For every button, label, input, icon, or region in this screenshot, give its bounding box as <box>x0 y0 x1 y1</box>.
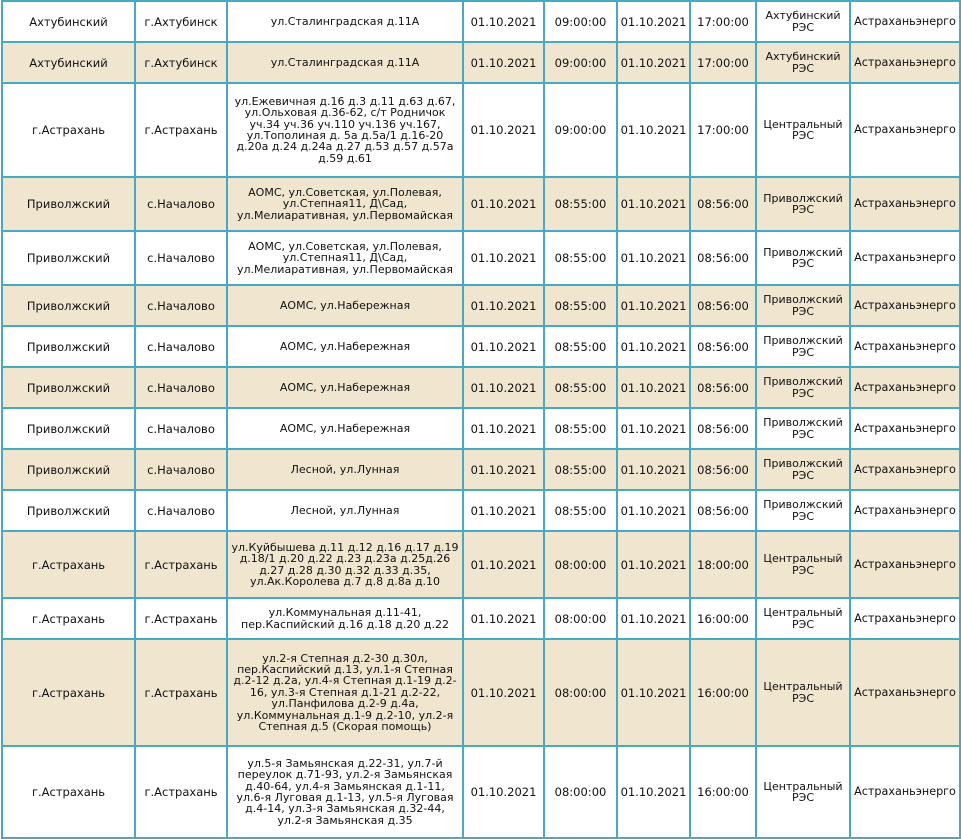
table-body <box>2 1 960 838</box>
locality-cell: г.Астрахань <box>135 83 227 177</box>
start-date-cell: 01.10.2021 <box>463 746 544 838</box>
address-cell: АОМС, ул.Набережная <box>227 326 463 367</box>
end-date-cell: 01.10.2021 <box>617 367 690 408</box>
address-cell: ул.5-я Замьянская д.22-31, ул.7-й переулок д.71-93, ул.2-я Замьянская д.40-64, ул.4-я Замьянская д.1-11, ул.6-я Луговая д.1-13, ул.5-я Луговая д.4-14, ул.3-я Замьянская д.32-44, ул.2-я Замьянская д.35 <box>227 746 463 838</box>
locality-cell: с.Началово <box>135 408 227 449</box>
end-date-cell: 01.10.2021 <box>617 746 690 838</box>
start-date-cell: 01.10.2021 <box>463 449 544 490</box>
table-row <box>2 83 960 177</box>
address-cell: Лесной, ул.Лунная <box>227 490 463 531</box>
start-date-cell: 01.10.2021 <box>463 408 544 449</box>
start-time-cell: 09:00:00 <box>544 1 617 42</box>
outage-schedule-table <box>1 0 961 839</box>
end-time-cell: 16:00:00 <box>690 746 756 838</box>
res-cell: Приволжский РЭС <box>756 367 850 408</box>
table-row <box>2 746 960 838</box>
org-cell: Астраханьэнерго <box>850 449 960 490</box>
end-date-cell: 01.10.2021 <box>617 1 690 42</box>
end-date-cell: 01.10.2021 <box>617 231 690 285</box>
res-cell: Приволжский РЭС <box>756 326 850 367</box>
address-cell: ул.Ежевичная д.16 д.3 д.11 д.63 д.67, ул.Ольховая д.36-62, с/т Родничок уч.34 уч.36 уч.110 уч.136 уч.167, ул.Тополиная д. 5а д.5а/1 д.16-20 д.20а д.24 д.24а д.27 д.53 д.57 д.57а д.59 д.61 <box>227 83 463 177</box>
res-cell: Приволжский РЭС <box>756 408 850 449</box>
table-row <box>2 177 960 231</box>
org-cell: Астраханьэнерго <box>850 231 960 285</box>
end-time-cell: 08:56:00 <box>690 408 756 449</box>
start-date-cell: 01.10.2021 <box>463 42 544 83</box>
res-cell: Приволжский РЭС <box>756 285 850 326</box>
start-time-cell: 08:55:00 <box>544 177 617 231</box>
end-date-cell: 01.10.2021 <box>617 639 690 746</box>
org-cell: Астраханьэнерго <box>850 83 960 177</box>
end-date-cell: 01.10.2021 <box>617 449 690 490</box>
district-cell: г.Астрахань <box>2 83 135 177</box>
end-time-cell: 08:56:00 <box>690 367 756 408</box>
start-time-cell: 08:00:00 <box>544 598 617 639</box>
org-cell: Астраханьэнерго <box>850 42 960 83</box>
district-cell: Ахтубинский <box>2 1 135 42</box>
start-time-cell: 08:00:00 <box>544 746 617 838</box>
end-time-cell: 17:00:00 <box>690 42 756 83</box>
end-date-cell: 01.10.2021 <box>617 408 690 449</box>
end-time-cell: 17:00:00 <box>690 83 756 177</box>
district-cell: Приволжский <box>2 367 135 408</box>
table-row <box>2 42 960 83</box>
locality-cell: г.Астрахань <box>135 746 227 838</box>
district-cell: Приволжский <box>2 231 135 285</box>
district-cell: Приволжский <box>2 326 135 367</box>
district-cell: г.Астрахань <box>2 746 135 838</box>
table-row <box>2 326 960 367</box>
res-cell: Центральный РЭС <box>756 531 850 598</box>
district-cell: Приволжский <box>2 449 135 490</box>
res-cell: Приволжский РЭС <box>756 231 850 285</box>
end-time-cell: 18:00:00 <box>690 531 756 598</box>
table-row <box>2 408 960 449</box>
res-cell: Центральный РЭС <box>756 83 850 177</box>
res-cell: Центральный РЭС <box>756 639 850 746</box>
locality-cell: г.Ахтубинск <box>135 42 227 83</box>
locality-cell: с.Началово <box>135 367 227 408</box>
locality-cell: с.Началово <box>135 449 227 490</box>
locality-cell: г.Ахтубинск <box>135 1 227 42</box>
org-cell: Астраханьэнерго <box>850 531 960 598</box>
end-time-cell: 08:56:00 <box>690 231 756 285</box>
end-time-cell: 16:00:00 <box>690 639 756 746</box>
locality-cell: с.Началово <box>135 285 227 326</box>
district-cell: г.Астрахань <box>2 598 135 639</box>
table-row <box>2 449 960 490</box>
locality-cell: г.Астрахань <box>135 639 227 746</box>
start-time-cell: 08:55:00 <box>544 231 617 285</box>
start-date-cell: 01.10.2021 <box>463 639 544 746</box>
start-time-cell: 08:55:00 <box>544 285 617 326</box>
org-cell: Астраханьэнерго <box>850 490 960 531</box>
end-time-cell: 08:56:00 <box>690 490 756 531</box>
end-date-cell: 01.10.2021 <box>617 285 690 326</box>
end-time-cell: 08:56:00 <box>690 177 756 231</box>
start-date-cell: 01.10.2021 <box>463 531 544 598</box>
start-date-cell: 01.10.2021 <box>463 231 544 285</box>
end-date-cell: 01.10.2021 <box>617 42 690 83</box>
org-cell: Астраханьэнерго <box>850 367 960 408</box>
org-cell: Астраханьэнерго <box>850 326 960 367</box>
start-time-cell: 08:00:00 <box>544 639 617 746</box>
address-cell: АОМС, ул.Набережная <box>227 285 463 326</box>
address-cell: АОМС, ул.Набережная <box>227 408 463 449</box>
start-date-cell: 01.10.2021 <box>463 326 544 367</box>
end-date-cell: 01.10.2021 <box>617 83 690 177</box>
table-row <box>2 598 960 639</box>
start-time-cell: 09:00:00 <box>544 42 617 83</box>
district-cell: г.Астрахань <box>2 639 135 746</box>
start-time-cell: 09:00:00 <box>544 83 617 177</box>
org-cell: Астраханьэнерго <box>850 639 960 746</box>
table-row <box>2 285 960 326</box>
table-row <box>2 531 960 598</box>
start-time-cell: 08:55:00 <box>544 326 617 367</box>
address-cell: ул.2-я Степная д.2-30 д.30л, пер.Каспийский д.13, ул.1-я Степная д.2-12 д.2а, ул.4-я Степная д.1-19 д.2-16, ул.3-я Степная д.1-21 д.2-22, ул.Панфилова д.2-9 д.4а, ул.Коммунальная д.1-9 д.2-10, ул.2-я Степная д.5 (Скорая помощь) <box>227 639 463 746</box>
district-cell: г.Астрахань <box>2 531 135 598</box>
district-cell: Приволжский <box>2 285 135 326</box>
district-cell: Приволжский <box>2 408 135 449</box>
res-cell: Приволжский РЭС <box>756 449 850 490</box>
locality-cell: г.Астрахань <box>135 531 227 598</box>
start-date-cell: 01.10.2021 <box>463 177 544 231</box>
end-date-cell: 01.10.2021 <box>617 177 690 231</box>
address-cell: ул.Сталинградская д.11А <box>227 42 463 83</box>
locality-cell: с.Началово <box>135 490 227 531</box>
org-cell: Астраханьэнерго <box>850 285 960 326</box>
start-date-cell: 01.10.2021 <box>463 598 544 639</box>
start-time-cell: 08:00:00 <box>544 531 617 598</box>
address-cell: АОМС, ул.Советская, ул.Полевая, ул.Степная11, Д\Сад, ул.Мелиаративная, ул.Первомайская <box>227 177 463 231</box>
district-cell: Приволжский <box>2 490 135 531</box>
res-cell: Центральный РЭС <box>756 746 850 838</box>
end-date-cell: 01.10.2021 <box>617 490 690 531</box>
res-cell: Ахтубинский РЭС <box>756 1 850 42</box>
locality-cell: с.Началово <box>135 231 227 285</box>
start-time-cell: 08:55:00 <box>544 367 617 408</box>
org-cell: Астраханьэнерго <box>850 598 960 639</box>
start-date-cell: 01.10.2021 <box>463 1 544 42</box>
res-cell: Приволжский РЭС <box>756 490 850 531</box>
table-row <box>2 1 960 42</box>
locality-cell: с.Началово <box>135 177 227 231</box>
end-time-cell: 16:00:00 <box>690 598 756 639</box>
table-row <box>2 231 960 285</box>
org-cell: Астраханьэнерго <box>850 408 960 449</box>
org-cell: Астраханьэнерго <box>850 1 960 42</box>
end-time-cell: 08:56:00 <box>690 449 756 490</box>
org-cell: Астраханьэнерго <box>850 746 960 838</box>
table-row <box>2 367 960 408</box>
address-cell: АОМС, ул.Советская, ул.Полевая, ул.Степная11, Д\Сад, ул.Мелиаративная, ул.Первомайская <box>227 231 463 285</box>
locality-cell: с.Началово <box>135 326 227 367</box>
start-date-cell: 01.10.2021 <box>463 367 544 408</box>
address-cell: ул.Сталинградская д.11А <box>227 1 463 42</box>
res-cell: Центральный РЭС <box>756 598 850 639</box>
address-cell: ул.Коммунальная д.11-41, пер.Каспийский д.16 д.18 д.20 д.22 <box>227 598 463 639</box>
start-date-cell: 01.10.2021 <box>463 285 544 326</box>
res-cell: Ахтубинский РЭС <box>756 42 850 83</box>
end-time-cell: 17:00:00 <box>690 1 756 42</box>
end-time-cell: 08:56:00 <box>690 285 756 326</box>
end-time-cell: 08:56:00 <box>690 326 756 367</box>
end-date-cell: 01.10.2021 <box>617 531 690 598</box>
locality-cell: г.Астрахань <box>135 598 227 639</box>
district-cell: Приволжский <box>2 177 135 231</box>
start-time-cell: 08:55:00 <box>544 408 617 449</box>
start-time-cell: 08:55:00 <box>544 449 617 490</box>
district-cell: Ахтубинский <box>2 42 135 83</box>
start-date-cell: 01.10.2021 <box>463 490 544 531</box>
start-date-cell: 01.10.2021 <box>463 83 544 177</box>
end-date-cell: 01.10.2021 <box>617 598 690 639</box>
address-cell: Лесной, ул.Лунная <box>227 449 463 490</box>
table-row <box>2 490 960 531</box>
table-row <box>2 639 960 746</box>
res-cell: Приволжский РЭС <box>756 177 850 231</box>
end-date-cell: 01.10.2021 <box>617 326 690 367</box>
address-cell: АОМС, ул.Набережная <box>227 367 463 408</box>
start-time-cell: 08:55:00 <box>544 490 617 531</box>
org-cell: Астраханьэнерго <box>850 177 960 231</box>
address-cell: ул.Куйбышева д.11 д.12 д.16 д.17 д.19 д.18/1 д.20 д.22 д.23 д.23а д.25д.26 д.27 д.28 д.30 д.32 д.33 д.35, ул.Ак.Королева д.7 д.8 д.8а д.10 <box>227 531 463 598</box>
